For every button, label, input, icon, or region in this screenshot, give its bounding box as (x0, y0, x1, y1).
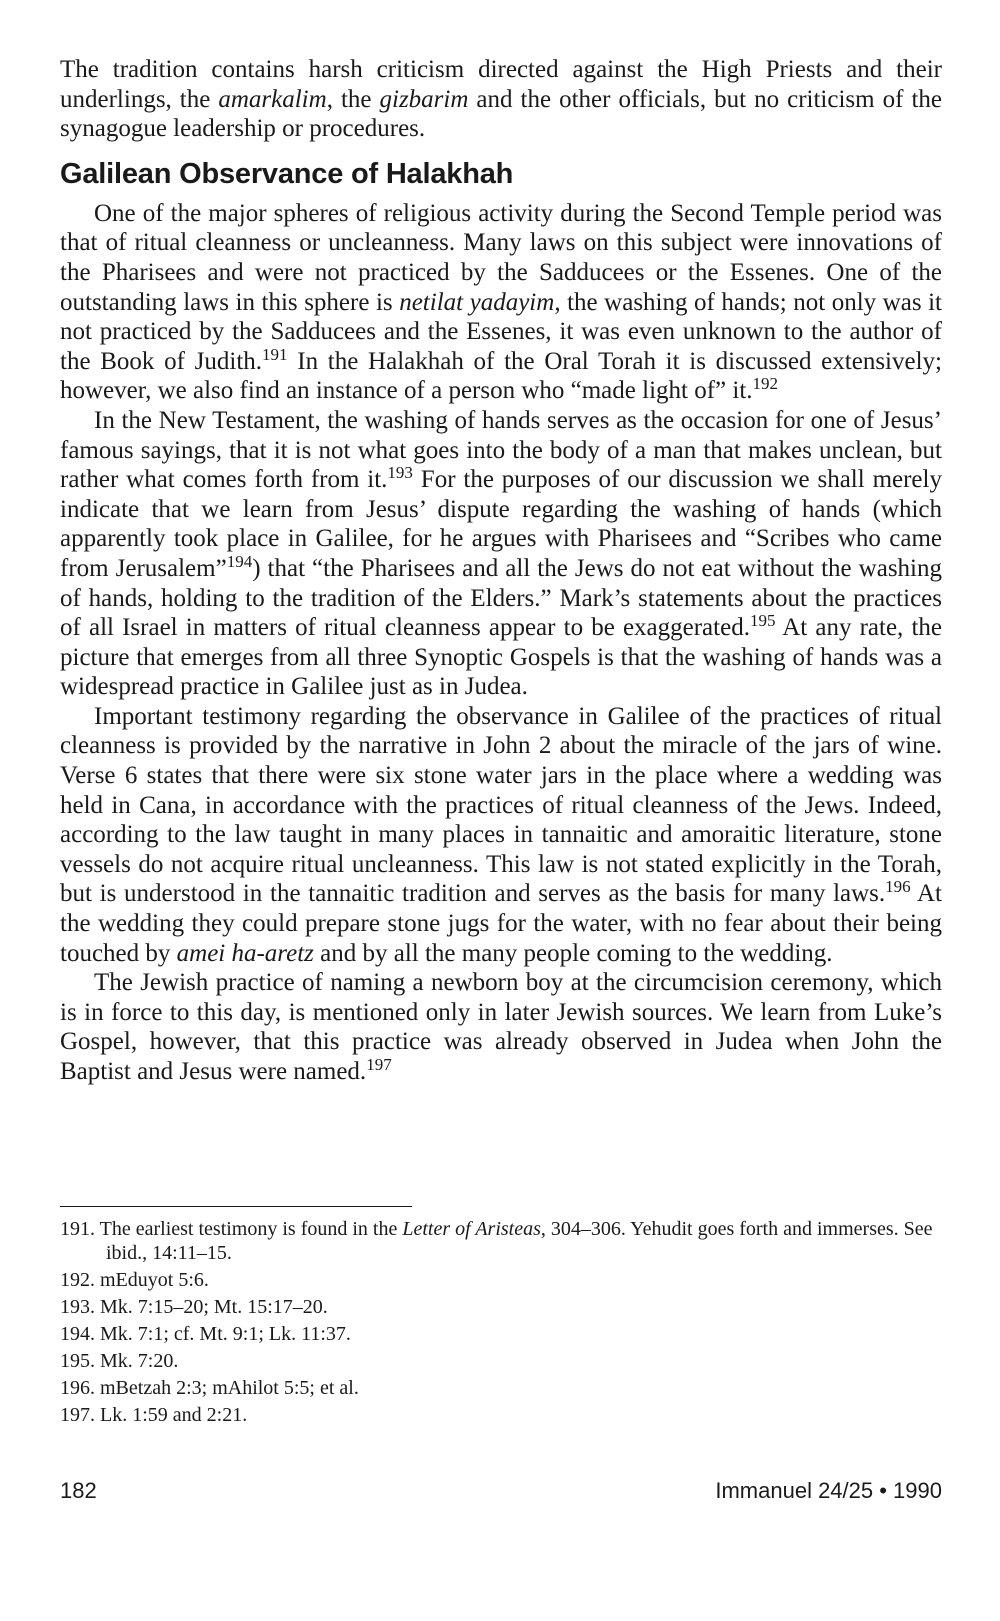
body-text (60, 55, 942, 1087)
term-amei-ha-aretz: amei ha-aretz (176, 939, 314, 967)
footnote-ref-197[interactable]: 197 (366, 1055, 392, 1074)
term-gizbarim: gizbarim (379, 85, 469, 113)
journal-citation: Immanuel 24/25 • 1990 (715, 1478, 942, 1503)
footnote-197: 197. Lk. 1:59 and 2:21. (60, 1404, 248, 1426)
footnote-196: 196. mBetzah 2:3; mAhilot 5:5; et al. (60, 1377, 359, 1399)
paragraph-ritual-cleanness: One of the major spheres of religious activity during the Second Temple period was that of ritual cleanness or uncleanness. Many laws on this subject were innovations of the Pharisees and were not practiced by the Sadducees or the Essenes. One of the outstanding laws in this sphere is netilat yadayim, the washing of hands; not only was it not practiced by the Sadducees and the Essenes, it was even unknown to the author of the Book of Judith.$^{191}$ In the Halakhah of the Oral Torah it is discussed extensively; however, we also find an instance of a person who “made light of” it.$^{192}$ (60, 199, 942, 405)
intro-paragraph: The tradition contains harsh criticism directed against the High Priests and their underlings, the amarkalim, the gizbarim and the other officials, but no criticism of the synagogue leadership or procedures. (60, 56, 942, 143)
page-number: 182 (60, 1478, 97, 1503)
footnotes (60, 1217, 942, 1430)
footnote-divider (60, 1206, 412, 1207)
footnote-194: 194. Mk. 7:1; cf. Mt. 9:1; Lk. 11:37. (60, 1323, 351, 1345)
footnote-ref-193[interactable]: 193 (387, 463, 413, 483)
footnote-191: 191. The earliest testimony is found in the Letter of Aristeas, 304–306. Yehudit goes forth and immerses. See ibid., 14:11–15. (60, 1218, 933, 1264)
footnote-ref-195[interactable]: 195 (749, 611, 776, 631)
footnote-ref-194[interactable]: 194 (226, 551, 253, 571)
footnote-ref-192[interactable]: 192 (752, 374, 779, 394)
paragraph-naming-ceremony: The Jewish practice of naming a newborn boy at the circumcision ceremony, which is in force to this day, is mentioned only in later Jewish sources. We learn from Luke’s Gospel, however, that this practice was already observed in Judea when John the Baptist and Jesus were named.$^{197}$ (60, 969, 942, 1085)
footnote-ref-196[interactable]: 196 (885, 877, 911, 897)
footnote-193: 193. Mk. 7:15–20; Mt. 15:17–20. (60, 1296, 328, 1318)
footnote-195: 195. Mk. 7:20. (60, 1350, 179, 1372)
term-netilat-yadayim: netilat yadayim (399, 288, 555, 316)
title-letter-of-aristeas: Letter of Aristeas (402, 1218, 541, 1240)
section-heading: Galilean Observance of Halakhah (60, 157, 514, 190)
term-amarkalim: amarkalim (218, 85, 327, 113)
paragraph-stone-jars: Important testimony regarding the observance in Galilee of the practices of ritual cleanness is provided by the narrative in John 2 about the miracle of the jars of wine. Verse 6 states that there were six stone water jars in the place where a wedding was held in Cana, in accordance with the practices of ritual cleanness of the Jews. Indeed, according to the law taught in many places in tannaitic and amoraitic literature, stone vessels do not acquire ritual uncleanness. This law is not stated explicitly in the Torah, but is understood in the tannaitic tradition and serves as the basis for many laws.$^{196}$ At the wedding they could prepare stone jugs for the water, with no fear about their being touched by amei ha-aretz and by all the many people coming to the wedding. (60, 702, 943, 967)
footnote-ref-191[interactable]: 191 (262, 344, 288, 364)
footnote-192: 192. mEduyot 5:6. (60, 1269, 209, 1291)
paragraph-new-testament: In the New Testament, the washing of hands serves as the occasion for one of Jesus’ famous sayings, that it is not what goes into the body of a man that makes unclean, but rather what comes forth from it.$^{193}$ For the purposes of our discussion we shall merely indicate that we learn from Jesus’ dispute regarding the washing of hands (which apparently took place in Galilee, for he argues with Pharisees and “Scribes who came from Jerusalem”$^{194}$) that “the Pharisees and all the Jews do not eat without the washing of hands, holding to the tradition of the Elders.” Mark’s statements about the practices of all Israel in matters of ritual cleanness appear to be exaggerated.$^{195}$ At any rate, the picture that emerges from all three Synoptic Gospels is that the washing of hands was a widespread practice in Galilee just as in Judea. (60, 406, 942, 701)
